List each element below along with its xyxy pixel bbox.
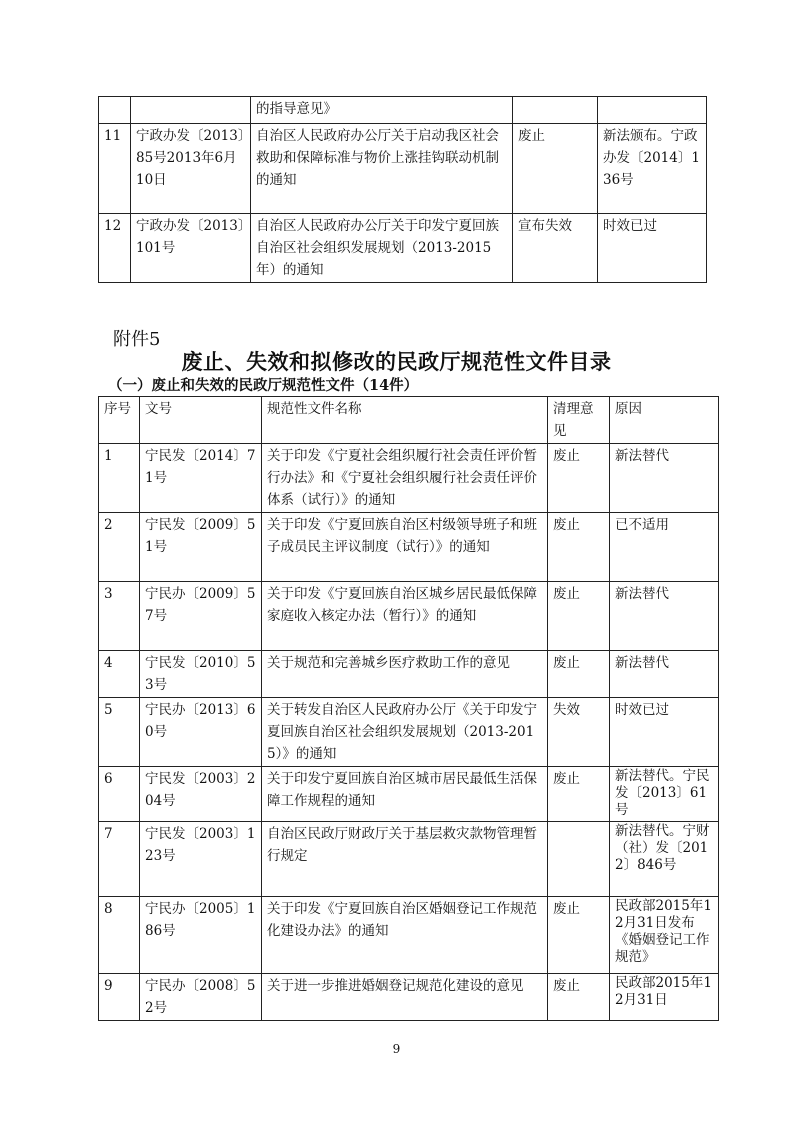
- header-no: 序号: [99, 397, 140, 444]
- header-name: 规范性文件名称: [262, 397, 548, 444]
- cell-reason: 新法颁布。宁政办发〔2014〕136号: [598, 124, 707, 214]
- cell-doc: 宁民办〔2009〕57号: [140, 582, 262, 651]
- continued-table: [98, 96, 707, 283]
- table-row: [99, 974, 719, 1021]
- table-row: [99, 698, 719, 767]
- cell-doc: [131, 97, 251, 124]
- cell-reason: 时效已过: [598, 214, 707, 283]
- cell-opinion: 废止: [548, 444, 610, 513]
- table-row: [99, 97, 707, 124]
- cell-reason: 时效已过: [610, 698, 719, 767]
- cell-no: 2: [99, 513, 140, 582]
- cell-no: 8: [99, 897, 140, 974]
- cell-reason: 新法替代。宁民发〔2013〕61号: [610, 767, 719, 822]
- cell-name: 关于印发《宁夏回族自治区村级领导班子和班子成员民主评议制度（试行）》的通知: [262, 513, 548, 582]
- cell-opinion: 废止: [548, 974, 610, 1021]
- cell-no: 9: [99, 974, 140, 1021]
- cell-reason: 新法替代: [610, 651, 719, 698]
- cell-reason: 已不适用: [610, 513, 719, 582]
- cell-reason: 新法替代: [610, 444, 719, 513]
- cell-no: [99, 97, 131, 124]
- cell-doc: 宁民办〔2008〕52号: [140, 974, 262, 1021]
- table-row: [99, 767, 719, 822]
- section-title: （一）废止和失效的民政厅规范性文件（14件）: [108, 377, 419, 394]
- cell-reason: [598, 97, 707, 124]
- cell-reason: 新法替代。宁财（社）发〔2012〕846号: [610, 822, 719, 897]
- table-header-row: [99, 397, 719, 444]
- cell-no: 12: [99, 214, 131, 283]
- header-doc: 文号: [140, 397, 262, 444]
- cell-doc: 宁民发〔2010〕53号: [140, 651, 262, 698]
- cell-doc: 宁民办〔2013〕60号: [140, 698, 262, 767]
- cell-doc: 宁政办发〔2013〕85号2013年6月10日: [131, 124, 251, 214]
- page-number: 9: [392, 1042, 401, 1056]
- cell-reason: 民政部2015年12月31日发布《婚姻登记工作规范》: [610, 897, 719, 974]
- annex-label: 附件5: [113, 329, 161, 350]
- cell-reason: 民政部2015年12月31日: [610, 974, 719, 1021]
- cell-name: 关于进一步推进婚姻登记规范化建设的意见: [262, 974, 548, 1021]
- table-row: [99, 897, 719, 974]
- cell-no: 3: [99, 582, 140, 651]
- cell-no: 4: [99, 651, 140, 698]
- cell-name: 关于印发《宁夏回族自治区城乡居民最低保障家庭收入核定办法（暂行）》的通知: [262, 582, 548, 651]
- page-title: 废止、失效和拟修改的民政厅规范性文件目录: [181, 349, 612, 374]
- cell-opinion: [548, 822, 610, 897]
- cell-doc: 宁民发〔2003〕123号: [140, 822, 262, 897]
- cell-opinion: 废止: [548, 582, 610, 651]
- cell-opinion: 宣布失效: [513, 214, 598, 283]
- cell-doc: 宁政办发〔2013〕101号: [131, 214, 251, 283]
- cell-opinion: 废止: [548, 513, 610, 582]
- cell-name: 关于印发《宁夏回族自治区婚姻登记工作规范化建设办法》的通知: [262, 897, 548, 974]
- cell-opinion: 废止: [548, 651, 610, 698]
- table-row: [99, 822, 719, 897]
- cell-doc: 宁民发〔2003〕204号: [140, 767, 262, 822]
- table-row: [99, 124, 707, 214]
- document-table: [98, 396, 719, 1021]
- cell-no: 5: [99, 698, 140, 767]
- header-opinion: 清理意见: [548, 397, 610, 444]
- cell-doc: 宁民办〔2005〕186号: [140, 897, 262, 974]
- header-reason: 原因: [610, 397, 719, 444]
- cell-no: 1: [99, 444, 140, 513]
- cell-name: 关于规范和完善城乡医疗救助工作的意见: [262, 651, 548, 698]
- table-row: [99, 582, 719, 651]
- cell-opinion: 废止: [548, 767, 610, 822]
- cell-doc: 宁民发〔2009〕51号: [140, 513, 262, 582]
- cell-name: 关于转发自治区人民政府办公厅《关于印发宁夏回族自治区社会组织发展规划（2013-2015）》的通知: [262, 698, 548, 767]
- cell-doc: 宁民发〔2014〕71号: [140, 444, 262, 513]
- table-row: [99, 214, 707, 283]
- cell-no: 6: [99, 767, 140, 822]
- cell-opinion: [513, 97, 598, 124]
- cell-opinion: 废止: [548, 897, 610, 974]
- cell-opinion: 废止: [513, 124, 598, 214]
- cell-no: 7: [99, 822, 140, 897]
- cell-opinion: 失效: [548, 698, 610, 767]
- cell-name: 关于印发宁夏回族自治区城市居民最低生活保障工作规程的通知: [262, 767, 548, 822]
- table-row: [99, 444, 719, 513]
- cell-no: 11: [99, 124, 131, 214]
- cell-name: 的指导意见》: [251, 97, 513, 124]
- cell-reason: 新法替代: [610, 582, 719, 651]
- table-row: [99, 513, 719, 582]
- cell-name: 关于印发《宁夏社会组织履行社会责任评价暂行办法》和《宁夏社会组织履行社会责任评价体系（试行）》的通知: [262, 444, 548, 513]
- cell-name: 自治区民政厅财政厅关于基层救灾款物管理暂行规定: [262, 822, 548, 897]
- table-row: [99, 651, 719, 698]
- cell-name: 自治区人民政府办公厅关于启动我区社会救助和保障标准与物价上涨挂钩联动机制的通知: [251, 124, 513, 214]
- cell-name: 自治区人民政府办公厅关于印发宁夏回族自治区社会组织发展规划（2013-2015年）的通知: [251, 214, 513, 283]
